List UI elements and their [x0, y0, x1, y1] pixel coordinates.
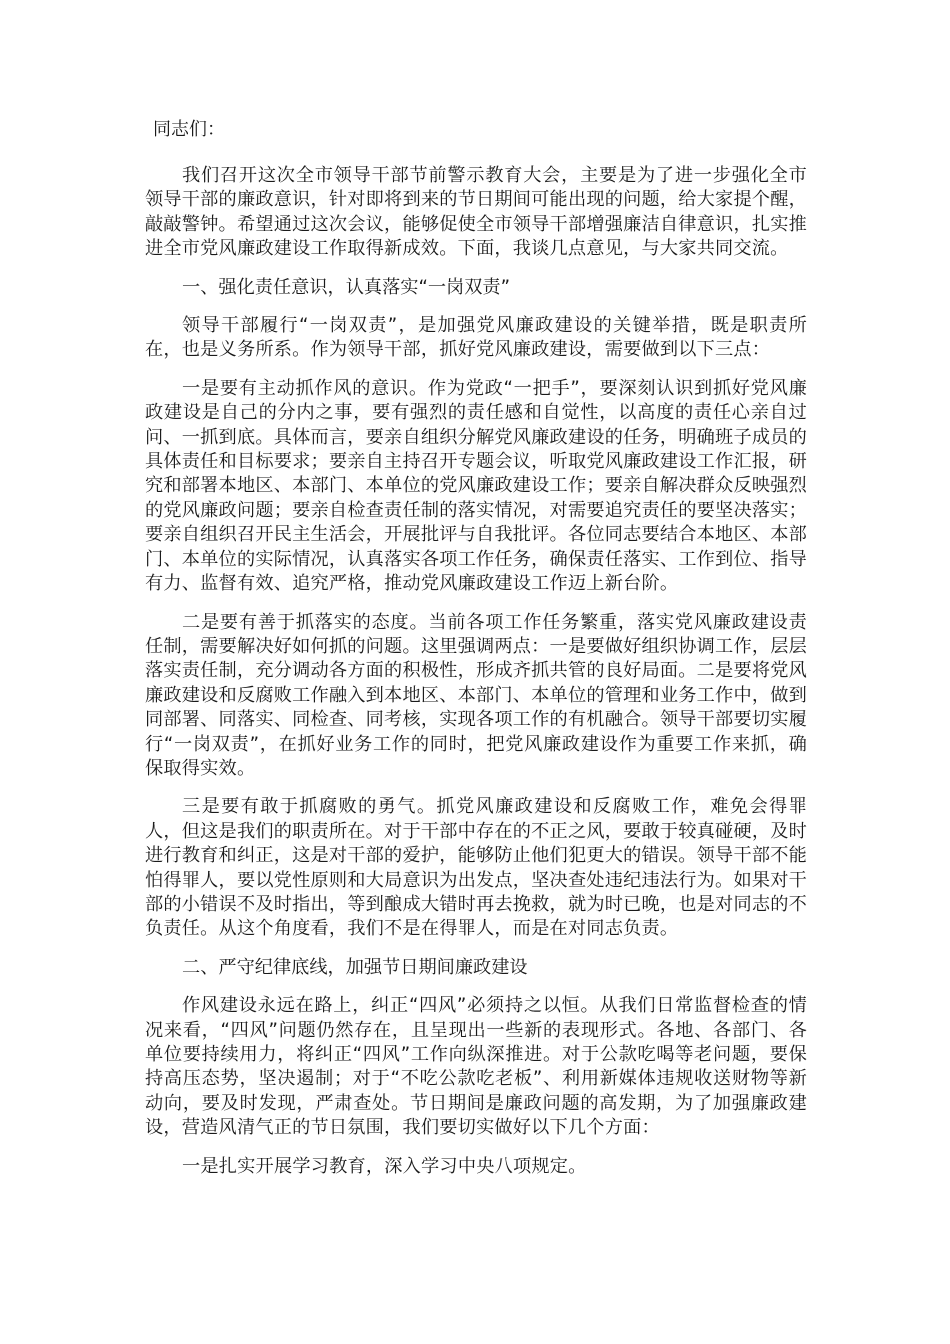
paragraph-intro: 我们召开这次全市领导干部节前警示教育大会，主要是为了进一步强化全市领导干部的廉政意识，针对即将到来的节日期间可能出现的问题，给大家提个醒，敲敲警钟。希望通过这次会议，能够促使全市领导干部增强廉洁自律意识，扎实推进全市党风廉政建设工作取得新成效。下面，我谈几点意见，与大家共同交流。 — [145, 165, 807, 260]
paragraph: 领导干部履行“一岗双责”，是加强党风廉政建设的关键举措，既是职责所在，也是义务所系。作为领导干部，抓好党风廉政建设，需要做到以下三点： — [145, 315, 807, 361]
greeting: 同志们： — [153, 119, 225, 140]
paragraph: 三是要有敢于抓腐败的勇气。抓党风廉政建设和反腐败工作，难免会得罪人，但这是我们的职责所在。对于干部中存在的不正之风，要敢于较真碰硬，及时进行教育和纠正，这是对干部的爱护，能够防止他们犯更大的错误。领导干部不能怕得罪人，要以党性原则和大局意识为出发点，坚决查处违纪违法行为。如果对干部的小错误不及时指出，等到酿成大错时再去挽救，就为时已晚，也是对同志的不负责任。从这个角度看，我们不是在得罪人，而是在对同志负责。 — [145, 796, 807, 940]
paragraph: 作风建设永远在路上，纠正“四风”必须持之以恒。从我们日常监督检查的情况来看，“四风”问题仍然存在，且呈现出一些新的表现形式。各地、各部门、各单位要持续用力，将纠正“四风”工作向纵深推进。对于公款吃喝等老问题，要保持高压态势，坚决遏制；对于“不吃公款吃老板”、利用新媒体违规收送财物等新动向，要及时发现，严肃查处。节日期间是廉政问题的高发期，为了加强廉政建设，营造风清气正的节日氛围，我们要切实做好以下几个方面： — [145, 995, 807, 1139]
section-heading-1: 一、强化责任意识，认真落实“一岗双责” — [182, 276, 511, 298]
document-page — [145, 117, 807, 1193]
paragraph: 一是扎实开展学习教育，深入学习中央八项规定。 — [182, 1155, 587, 1177]
paragraph: 二是要有善于抓落实的态度。当前各项工作任务繁重，落实党风廉政建设责任制，需要解决好如何抓的问题。这里强调两点：一是要做好组织协调工作，层层落实责任制，充分调动各方面的积极性，形成齐抓共管的良好局面。二是要将党风廉政建设和反腐败工作融入到本地区、本部门、本单位的管理和业务工作中，做到同部署、同落实、同检查、同考核，实现各项工作的有机融合。领导干部要切实履行“一岗双责”，在抓好业务工作的同时，把党风廉政建设作为重要工作来抓，确保取得实效。 — [145, 611, 807, 779]
section-heading-2: 二、严守纪律底线，加强节日期间廉政建设 — [182, 956, 528, 978]
paragraph: 一是要有主动抓作风的意识。作为党政“一把手”，要深刻认识到抓好党风廉政建设是自己的分内之事，要有强烈的责任感和自觉性，以高度的责任心亲自过问、一抓到底。具体而言，要亲自组织分解党风廉政建设的任务，明确班子成员的具体责任和目标要求；要亲自主持召开专题会议，听取党风廉政建设工作汇报，研究和部署本地区、本部门、本单位的党风廉政建设工作；要亲自解决群众反映强烈的党风廉政问题；要亲自检查责任制的落实情况，对需要追究责任的要坚决落实；要亲自组织召开民主生活会，开展批评与自我批评。各位同志要结合本地区、本部门、本单位的实际情况，认真落实各项工作任务，确保责任落实、工作到位、指导有力、监督有效、追究严格，推动党风廉政建设工作迈上新台阶。 — [145, 377, 807, 595]
